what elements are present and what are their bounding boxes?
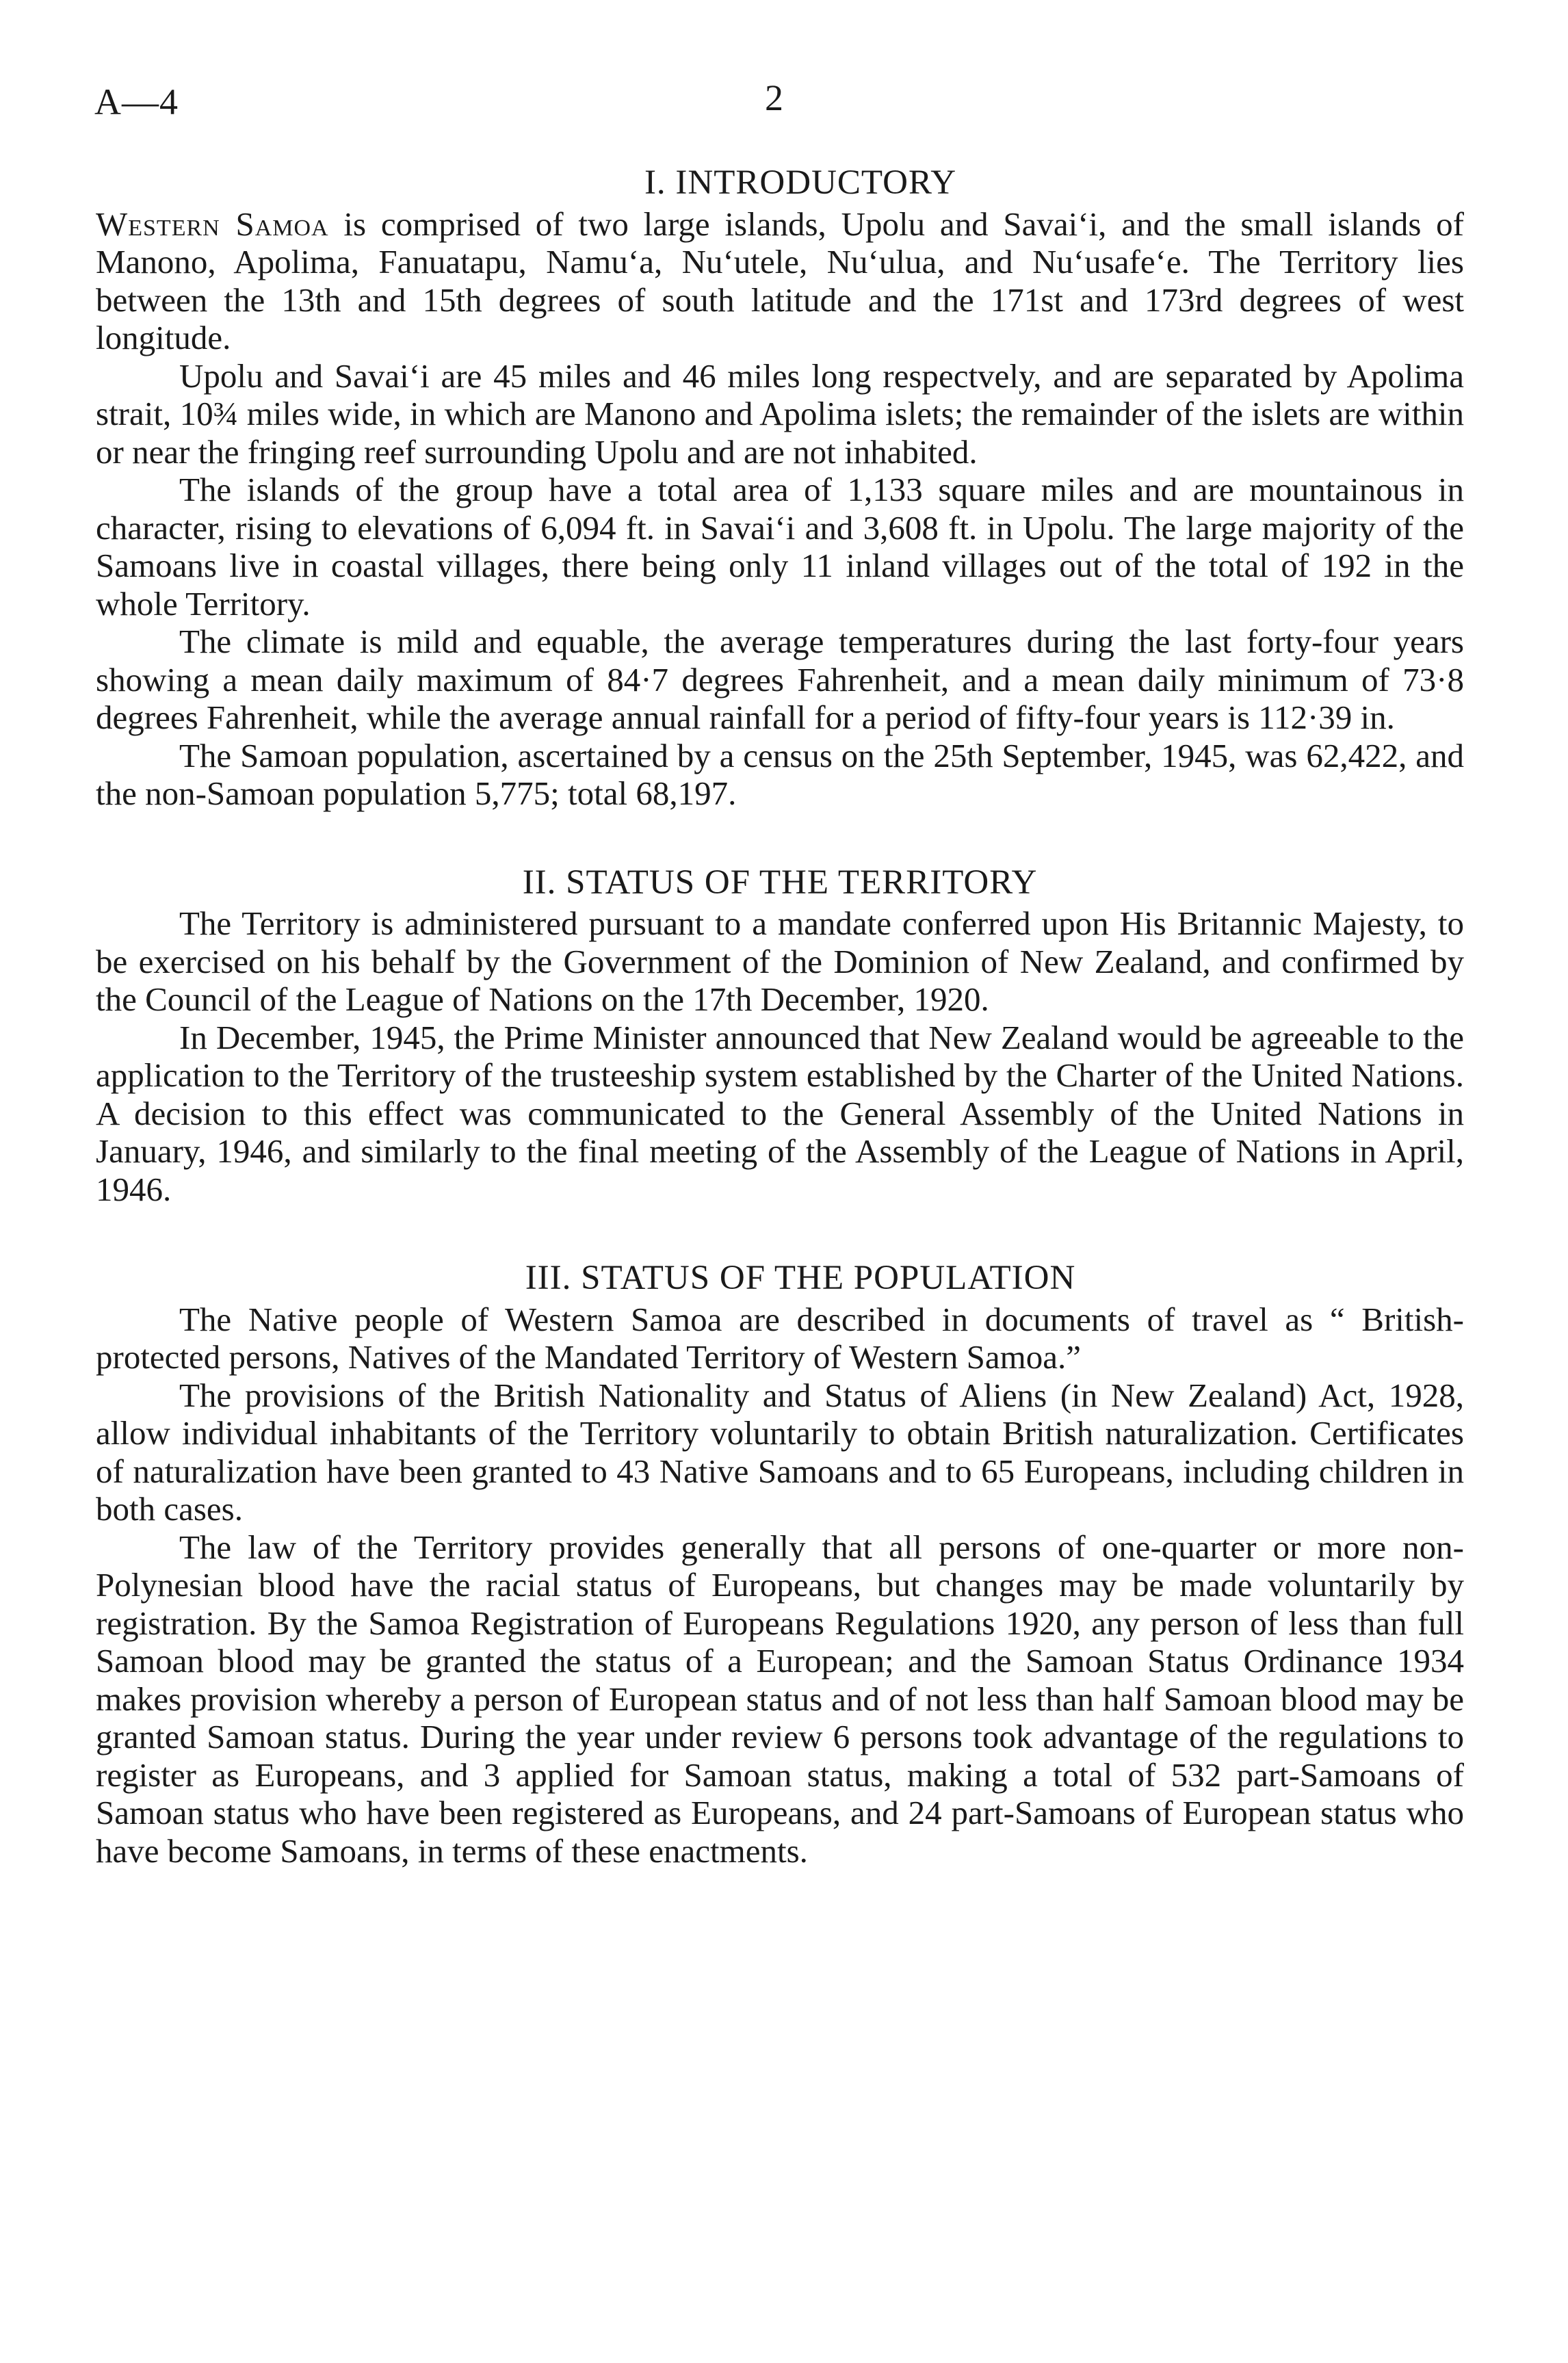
paragraph: The islands of the group have a total area of 1,133 square miles and are mountainous in character, rising to elevations of 6,094 ft. in Savai‘i and 3,608 ft. in Upolu. The large majority of the Samoans live in coastal villages, there being only 11 inland villages out of the total of 192 in the whole Territory. (96, 471, 1464, 623)
paragraph: The Native people of Western Samoa are described in documents of travel as “ British-protected persons, Natives of the Mandated Territory of Western Samoa.” (96, 1300, 1464, 1376)
section-introductory (96, 164, 1464, 813)
paragraph: In December, 1945, the Prime Minister announced that New Zealand would be agreeable to the application to the Territory of the trusteeship system established by the Charter of the United Nations. A decision to this effect was communicated to the General Assembly of the United Nations in January, 1946, and similarly to the final meeting of the Assembly of the League of Nations in April, 1946. (96, 1018, 1464, 1208)
paragraph: The provisions of the British Nationality and Status of Aliens (in New Zealand) Act, 1928, allow individual inhabitants of the Territory voluntarily to obtain British naturalization. Certificates of naturalization have been granted to 43 Native Samoans and to 65 Europeans, including children in both cases. (96, 1376, 1464, 1528)
paragraph-text: is comprised of two large islands, Upolu and Savai‘i, and the small islands of Manono, Apolima, Fanuatapu, Namu‘a, Nu‘utele, Nu‘ulua, and Nu‘usafe‘e. The Territory lies between the 13th and 15th degrees of south latitude and the 171st and 173rd degrees of west longitude. (96, 205, 1464, 356)
section-heading: III. STATUS OF THE POPULATION (525, 1259, 1076, 1297)
section-heading: II. STATUS OF THE TERRITORY (522, 863, 1038, 902)
lead-in-text: Western Samoa (96, 205, 329, 243)
paragraph: Upolu and Savai‘i are 45 miles and 46 miles long respectvely, and are separated by Apolima strait, 10¾ miles wide, in which are Manono and Apolima islets; the remainder of the islets are within or near the fringing reef surrounding Upolu and are not inhabited. (96, 356, 1464, 471)
section-status-of-territory (96, 864, 1464, 1209)
document-code: A—4 (94, 81, 179, 122)
document-body (96, 164, 1464, 1870)
paragraph (96, 205, 1464, 357)
section-status-of-population (96, 1259, 1464, 1870)
paragraph: The law of the Territory provides generally that all persons of one-quarter or more non-Polynesian blood have the racial status of Europeans, but changes may be made voluntarily by registration. By the Samoa Registration of Europeans Regulations 1920, any person of less than full Samoan blood may be granted the status of a European; and the Samoan Status Ordinance 1934 makes provision whereby a person of European status and of not less than half Samoan blood may be granted Samoan status. During the year under review 6 persons took advantage of the regulations to register as Europeans, and 3 applied for Samoan status, making a total of 532 part-Samoans of Samoan status who have been registered as Europeans, and 24 part-Samoans of European status who have become Samoans, in terms of these enactments. (96, 1528, 1464, 1870)
paragraph: The Territory is administered pursuant to a mandate conferred upon His Britannic Majesty, to be exercised on his behalf by the Government of the Dominion of New Zealand, and confirmed by the Council of the League of Nations on the 17th December, 1920. (96, 904, 1464, 1018)
page-number: 2 (765, 77, 783, 118)
paragraph: The climate is mild and equable, the average temperatures during the last forty-four years showing a mean daily maximum of 84·7 degrees Fahrenheit, and a mean daily minimum of 73·8 degrees Fahrenheit, while the average annual rainfall for a period of fifty-four years is 112·39 in. (96, 623, 1464, 736)
section-heading: I. INTRODUCTORY (644, 164, 957, 202)
paragraph: The Samoan population, ascertained by a census on the 25th September, 1945, was 62,422, and the non-Samoan population 5,775; total 68,197. (96, 736, 1464, 812)
